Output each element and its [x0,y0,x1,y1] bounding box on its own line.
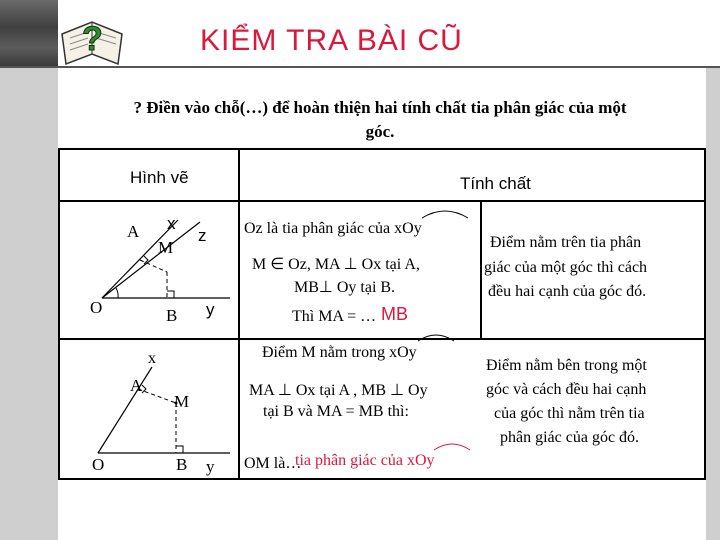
row1-answer: MB [381,304,408,324]
row1-condition-1: Oz là tia phân giác của xOy [244,220,422,237]
fig1-label-O: O [90,298,103,317]
row2-property-line-1: Điểm nằm bên trong một [486,357,647,374]
row2-condition-1: Điểm M nằm trong xOy [262,344,417,361]
table-row-divider [58,338,706,340]
row2-condition-3: tại B và MA = MB thì: [263,403,409,420]
fig1-label-B: B [166,306,178,325]
fig2-label-x: x [148,350,156,367]
row1-condition-4: Thì MA = … [292,308,377,325]
table-header-divider [58,200,238,202]
row2-property-line-2: góc và cách đều hai cạnh [486,381,647,398]
row1-condition-3: MB⊥ Oy tại B. [294,279,396,296]
fig1-label-M: M [158,238,174,257]
col-header-figure: Hình vẽ [130,168,189,187]
row1-property-line-1: Điểm nằm trên tia phân [490,234,642,251]
row2-property-line-4: phân giác của góc đó. [500,429,640,446]
table-header-divider-right [238,200,706,202]
angle-hat-3 [432,440,472,452]
fig2-label-B: B [176,455,188,474]
angle-hat-1 [420,206,470,220]
question-book-icon [58,14,128,70]
row2-condition-4: OM là… [244,455,302,472]
question-line-1: ? Điền vào chỗ(…) để hoàn thiện hai tính chất tia phân giác của một [133,98,627,117]
question-text [80,96,680,144]
fig1-label-z: z [198,226,207,245]
fig1-label-x: x [167,214,176,233]
fig2-label-y: y [206,457,215,476]
row2-answer: tia phân giác của xOy [295,452,435,469]
question-line-2: góc. [365,122,395,141]
svg-text:?: ? [82,20,103,58]
page-title: KIỂM TRA BÀI CŨ [200,24,463,57]
row1-condition-2: M ∈ Oz, MA ⊥ Ox tại A, [252,256,420,273]
fig2-label-O: O [92,455,105,474]
table-col-divider-2 [480,200,482,340]
figure-bisector-1 [80,210,240,335]
fig1-label-y: y [206,300,215,319]
angle-hat-2 [416,331,456,343]
fig2-label-A: A [130,376,143,395]
fig2-label-M: M [174,392,190,411]
row1-property-line-3: đều hai cạnh của góc đó. [488,283,647,300]
row1-property-line-2: giác của một góc thì cách [484,259,648,276]
row2-property-line-3: của góc thì nằm trên tia [494,405,645,422]
row2-condition-2: MA ⊥ Ox tại A , MB ⊥ Oy [249,382,428,399]
right-decor-bar [706,68,720,540]
header-dark-band [0,0,58,68]
col-header-property: Tính chất [460,174,531,193]
left-decor-bar [0,68,58,540]
fig1-label-A: A [127,222,140,241]
